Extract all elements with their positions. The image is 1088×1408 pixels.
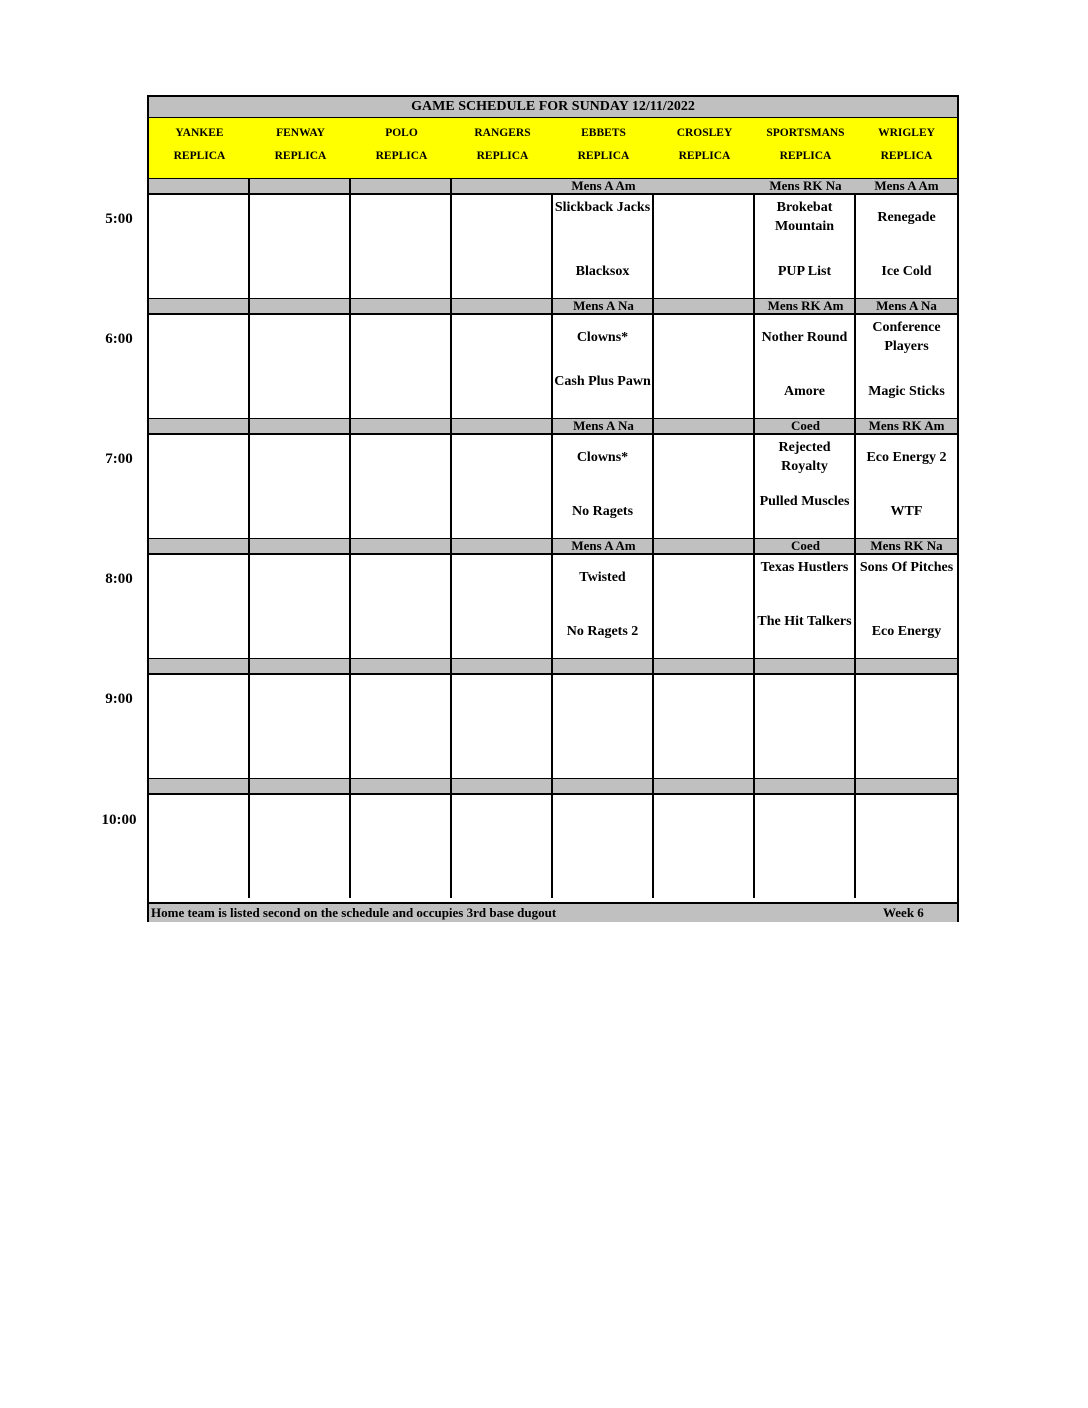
venue-sub: REPLICA	[274, 150, 327, 162]
division-ebbets: Mens A Am	[571, 538, 636, 553]
time-label-7: 7:00	[105, 451, 133, 467]
team-visitor: Renegade	[877, 210, 936, 225]
venue-name: WRIGLEY	[878, 127, 935, 139]
game-cell-wrigley	[856, 554, 957, 658]
team-visitor: Eco Energy 2	[866, 450, 947, 465]
time-row	[149, 194, 957, 298]
time-label-8: 8:00	[105, 571, 133, 587]
schedule-title: GAME SCHEDULE FOR SUNDAY 12/11/2022	[149, 97, 957, 118]
time-row	[149, 794, 957, 898]
footer-note: Home team is listed second on the schedule and occupies 3rd base dugout	[151, 905, 557, 920]
division-band	[149, 178, 957, 195]
venue-wrigley	[856, 118, 957, 179]
time-label-6: 6:00	[105, 331, 133, 347]
team-visitor: Brokebat Mountain	[774, 200, 835, 234]
time-label-5: 5:00	[105, 211, 133, 227]
team-visitor: Nother Round	[761, 330, 848, 345]
team-home: Cash Plus Pawn	[554, 374, 651, 389]
venue-name: FENWAY	[276, 127, 325, 139]
division-band	[149, 778, 957, 795]
game-cell-sportsmans	[755, 314, 856, 418]
team-home: Ice Cold	[881, 264, 932, 279]
division-band	[149, 298, 957, 315]
venue-name: SPORTSMANS	[766, 127, 845, 139]
venue-sub: REPLICA	[779, 150, 832, 162]
team-visitor: Conference Players	[872, 320, 941, 354]
division-sportsmans: Coed	[791, 538, 820, 553]
division-ebbets: Mens A Na	[573, 298, 634, 313]
time-row	[149, 674, 957, 778]
venue-sub: REPLICA	[375, 150, 428, 162]
time-label-9: 9:00	[105, 691, 133, 707]
venue-name: RANGERS	[474, 127, 531, 139]
venue-polo	[351, 118, 452, 179]
team-home: Blacksox	[575, 264, 630, 279]
team-visitor: Texas Hustlers	[760, 560, 849, 575]
venue-sub: REPLICA	[173, 150, 226, 162]
time-row	[149, 314, 957, 418]
team-home: WTF	[890, 504, 923, 519]
time-label-10: 10:00	[101, 812, 137, 828]
game-cell-wrigley	[856, 434, 957, 538]
division-sportsmans: Coed	[791, 418, 820, 433]
game-cell-ebbets	[553, 434, 654, 538]
team-home: No Ragets 2	[566, 624, 639, 639]
time-row	[149, 554, 957, 658]
venue-name: POLO	[385, 127, 418, 139]
game-cell-sportsmans	[755, 554, 856, 658]
venue-header-row	[149, 118, 957, 179]
division-wrigley: Mens A Am	[874, 178, 939, 193]
venue-ebbets	[553, 118, 654, 179]
team-home: Pulled Muscles	[759, 494, 850, 509]
schedule-footer	[149, 902, 957, 922]
team-visitor: Clowns*	[576, 330, 629, 345]
team-home: The Hit Talkers	[757, 614, 852, 629]
division-ebbets: Mens A Am	[571, 178, 636, 193]
schedule-table	[147, 95, 959, 922]
venue-name: CROSLEY	[676, 127, 733, 139]
division-wrigley: Mens A Na	[876, 298, 937, 313]
division-sportsmans: Mens RK Am	[767, 298, 844, 313]
game-cell-wrigley	[856, 314, 957, 418]
game-cell-wrigley	[856, 194, 957, 298]
venue-name: YANKEE	[175, 127, 224, 139]
team-visitor: Slickback Jacks	[554, 200, 651, 215]
game-cell-ebbets	[553, 314, 654, 418]
team-home: PUP List	[777, 264, 832, 279]
team-home: Magic Sticks	[868, 384, 945, 399]
venue-fenway	[250, 118, 351, 179]
division-sportsmans: Mens RK Na	[769, 178, 842, 193]
division-wrigley: Mens RK Na	[870, 538, 943, 553]
week-label: Week 6	[883, 905, 924, 920]
division-band	[149, 538, 957, 555]
team-home: Amore	[784, 384, 825, 399]
venue-sub: REPLICA	[577, 150, 630, 162]
team-visitor: Twisted	[579, 570, 626, 585]
game-cell-ebbets	[553, 194, 654, 298]
venue-sub: REPLICA	[476, 150, 529, 162]
venue-sportsmans	[755, 118, 856, 179]
venue-yankee	[149, 118, 250, 179]
venue-sub: REPLICA	[880, 150, 933, 162]
game-cell-sportsmans	[755, 434, 856, 538]
time-row	[149, 434, 957, 538]
team-home: Eco Energy	[871, 624, 942, 639]
game-cell-sportsmans	[755, 194, 856, 298]
division-ebbets: Mens A Na	[573, 418, 634, 433]
division-band	[149, 658, 957, 675]
venue-name: EBBETS	[581, 127, 626, 139]
venue-sub: REPLICA	[678, 150, 731, 162]
game-cell-ebbets	[553, 554, 654, 658]
division-wrigley: Mens RK Am	[868, 418, 945, 433]
team-visitor: Clowns*	[576, 450, 629, 465]
division-band	[149, 418, 957, 435]
team-home: No Ragets	[571, 504, 634, 519]
venue-rangers	[452, 118, 553, 179]
venue-crosley	[654, 118, 755, 179]
team-visitor: Sons Of Pitches	[859, 560, 954, 575]
team-visitor: Rejected Royalty	[778, 440, 831, 474]
